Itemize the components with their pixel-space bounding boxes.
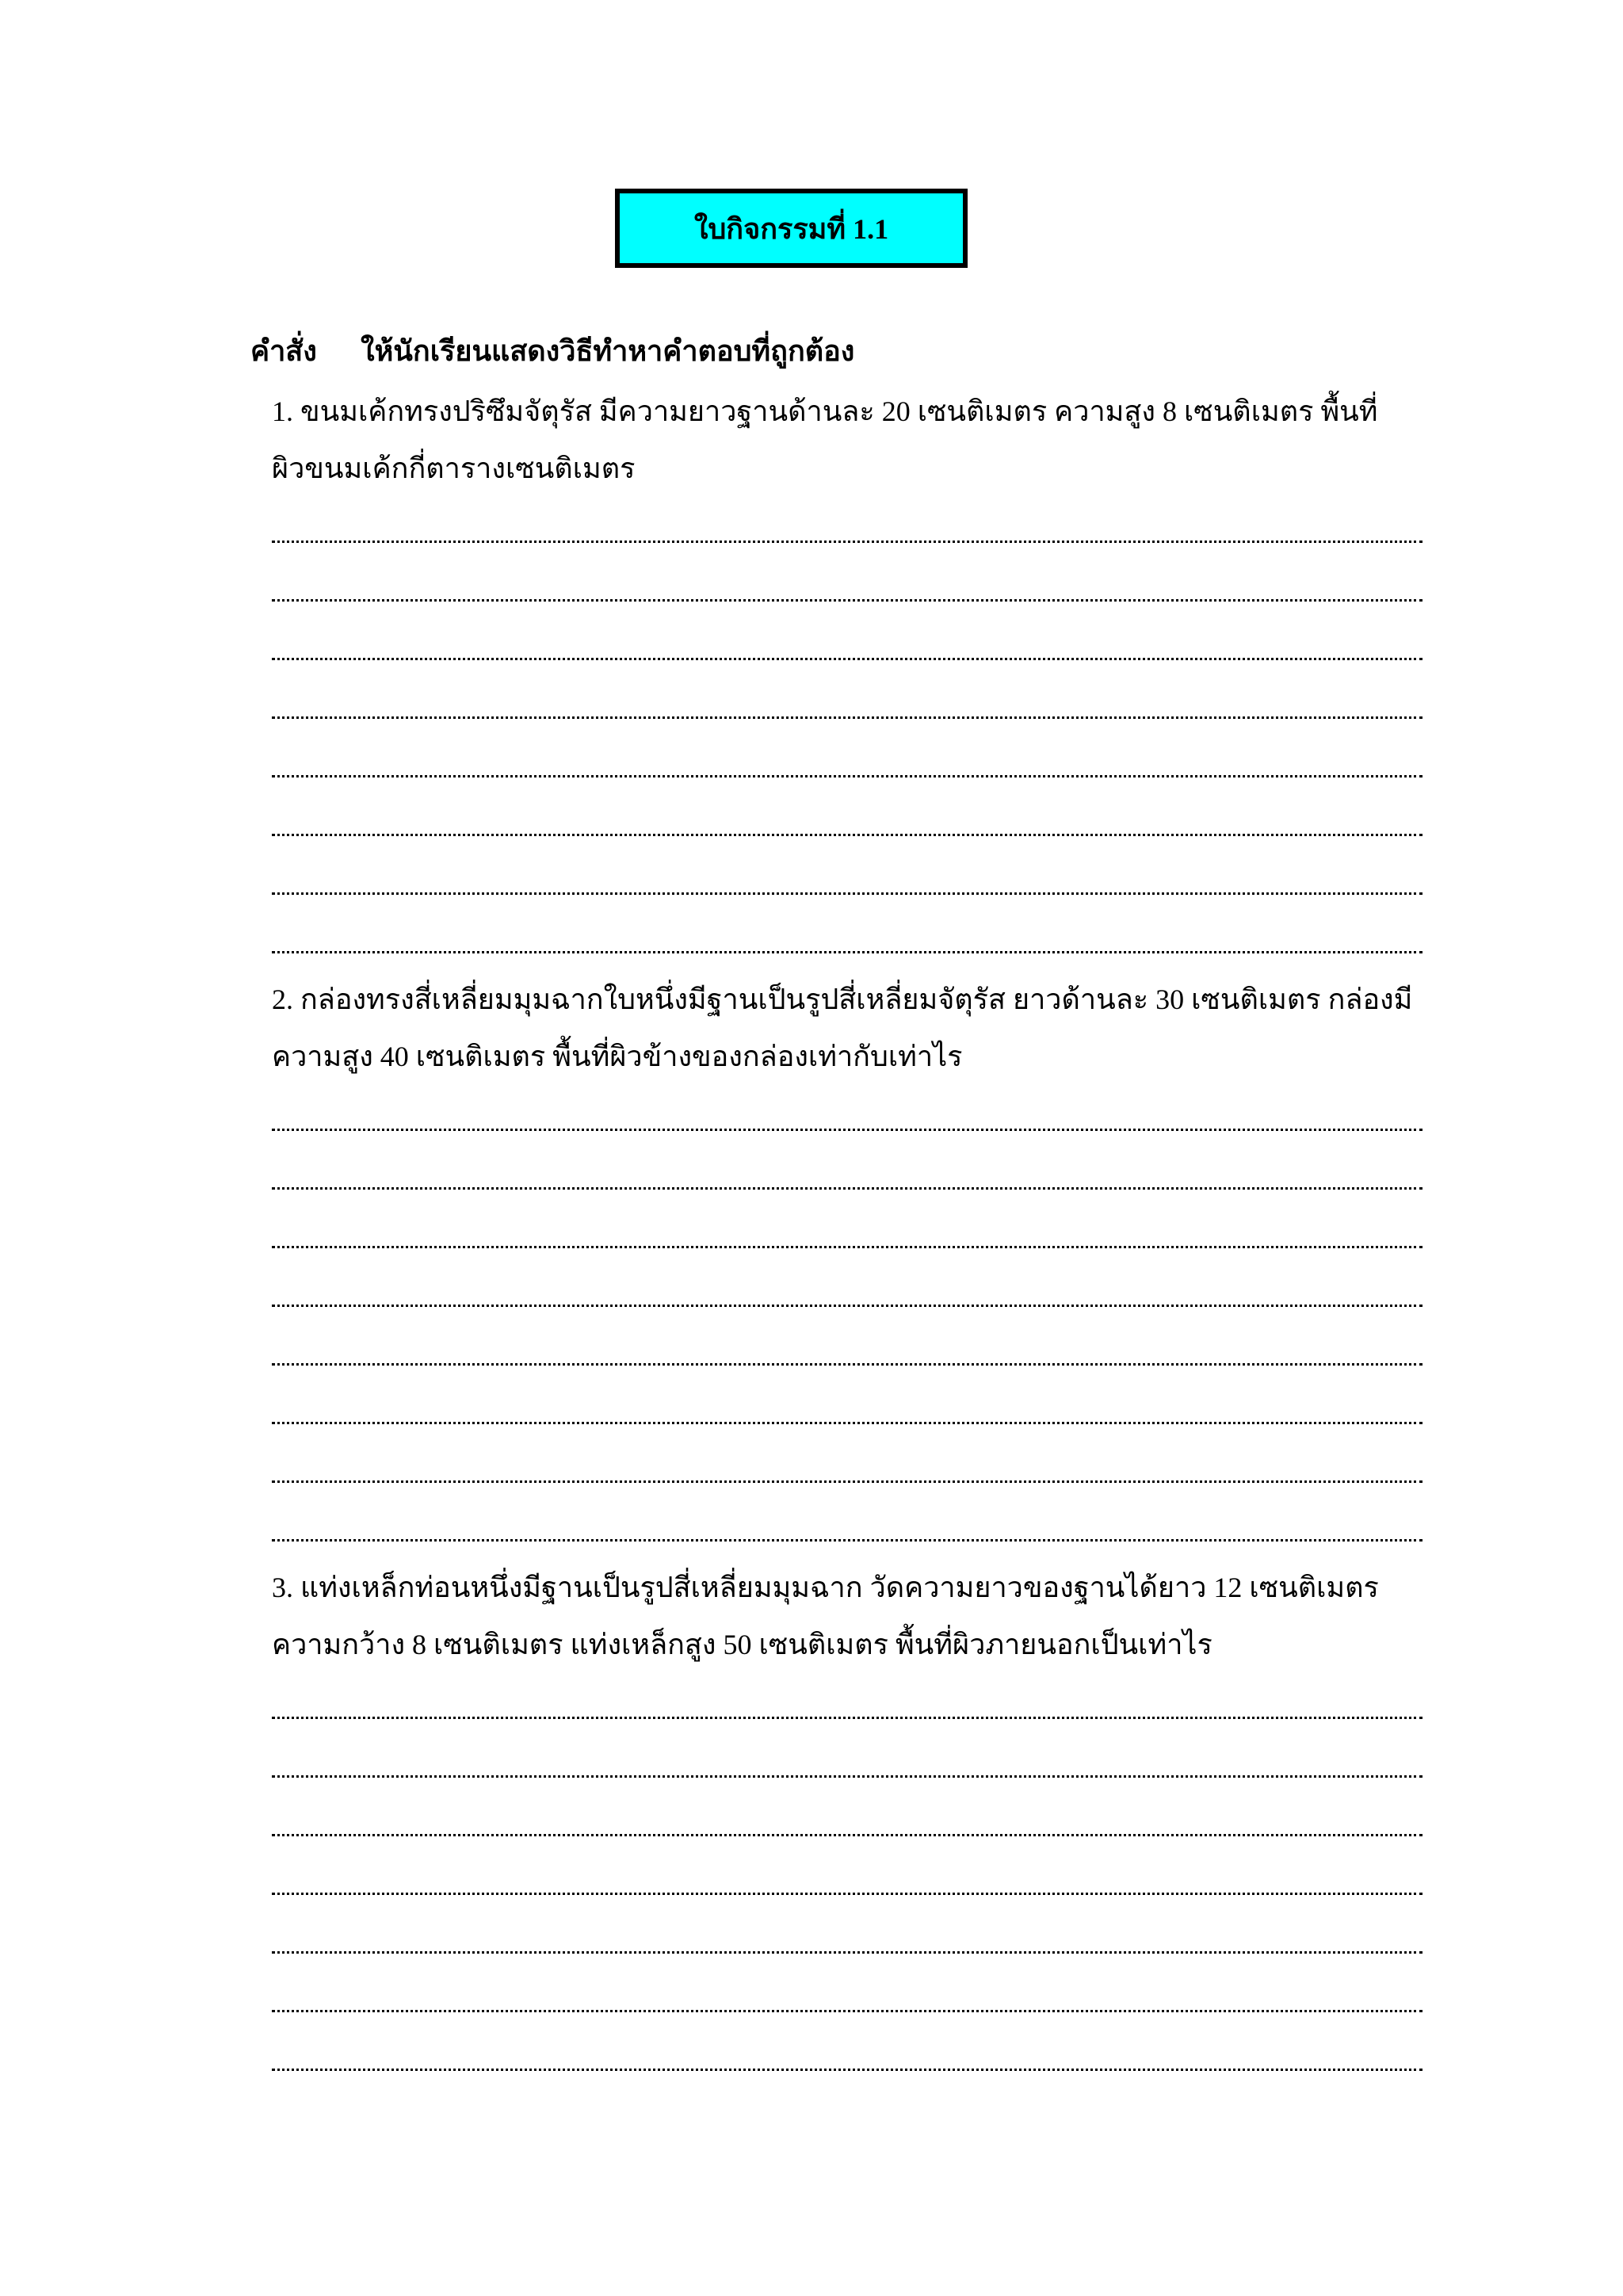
question-1-line-1: 1. ขนมเค้กทรงปริซึมจัตุรัส มีความยาวฐานด้านละ 20 เซนติเมตร ความสูง 8 เซนติเมตร พื้นที่ <box>272 395 1378 427</box>
answer-line[interactable] <box>272 1834 1423 1836</box>
answer-line[interactable] <box>272 1129 1423 1131</box>
answer-line[interactable] <box>272 1246 1423 1248</box>
activity-title-box <box>615 189 968 268</box>
instruction-text: ให้นักเรียนแสดงวิธีทำหาคำตอบที่ถูกต้อง <box>361 335 855 367</box>
answer-line[interactable] <box>272 951 1423 953</box>
instruction-label: คำสั่ง <box>250 335 317 367</box>
answer-line[interactable] <box>272 2010 1423 2012</box>
answer-line[interactable] <box>272 658 1423 660</box>
question-1-line-2: ผิวขนมเค้กกี่ตารางเซนติเมตร <box>272 453 636 484</box>
question-2-line-2: ความสูง 40 เซนติเมตร พื้นที่ผิวข้างของกล่องเท่ากับเท่าไร <box>272 1041 963 1072</box>
question-3-line-1: 3. แท่งเหล็กท่อนหนึ่งมีฐานเป็นรูปสี่เหลี่ยมมุมฉาก วัดความยาวของฐานได้ยาว 12 เซนติเมตร <box>272 1572 1379 1603</box>
answer-line[interactable] <box>272 1305 1423 1307</box>
answer-line[interactable] <box>272 2069 1423 2071</box>
answer-line[interactable] <box>272 599 1423 602</box>
answer-line[interactable] <box>272 1951 1423 1954</box>
instruction <box>250 328 854 373</box>
answer-line[interactable] <box>272 1187 1423 1190</box>
answer-line[interactable] <box>272 1480 1423 1483</box>
question-2-line-1: 2. กล่องทรงสี่เหลี่ยมมุมฉากใบหนึ่งมีฐานเป็นรูปสี่เหลี่ยมจัตุรัส ยาวด้านละ 30 เซนติเมตร กล่องมี <box>272 984 1413 1015</box>
activity-title: ใบกิจกรรมที่ 1.1 <box>693 212 889 245</box>
answer-line[interactable] <box>272 775 1423 777</box>
answer-line[interactable] <box>272 1539 1423 1541</box>
answer-line[interactable] <box>272 892 1423 895</box>
answer-line[interactable] <box>272 1717 1423 1719</box>
answer-line[interactable] <box>272 541 1423 543</box>
answer-line[interactable] <box>272 1422 1423 1424</box>
question-3-line-2: ความกว้าง 8 เซนติเมตร แท่งเหล็กสูง 50 เซนติเมตร พื้นที่ผิวภายนอกเป็นเท่าไร <box>272 1629 1212 1660</box>
answer-line[interactable] <box>272 716 1423 719</box>
answer-line[interactable] <box>272 1893 1423 1895</box>
answer-line[interactable] <box>272 834 1423 836</box>
answer-line[interactable] <box>272 1363 1423 1366</box>
answer-line[interactable] <box>272 1775 1423 1778</box>
